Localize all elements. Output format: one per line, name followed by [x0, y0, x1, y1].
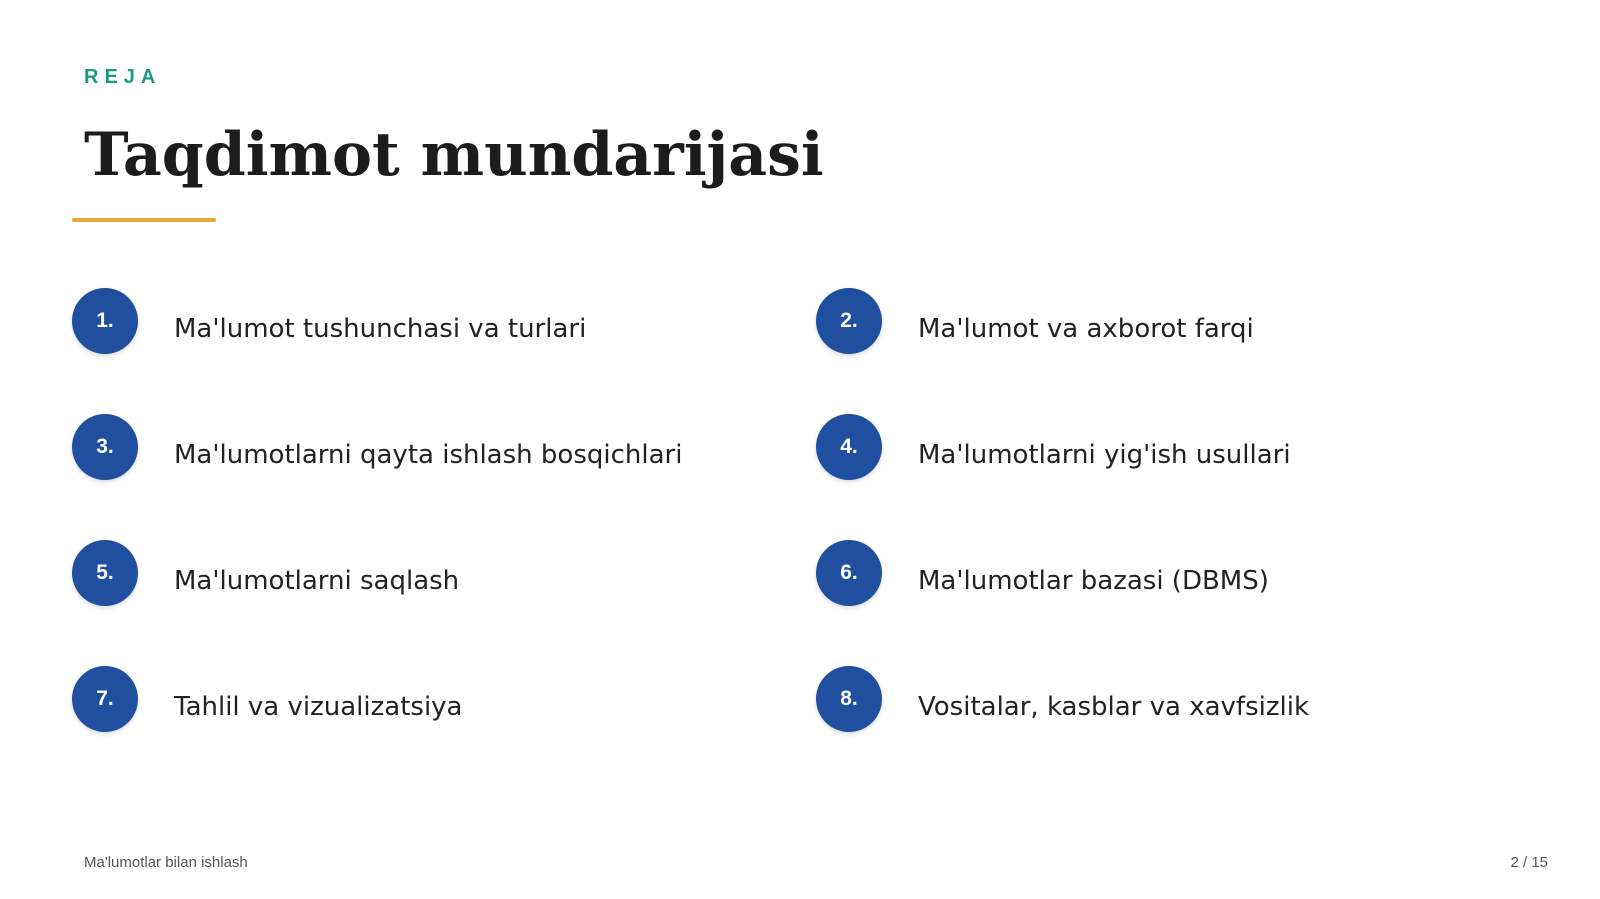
agenda-item-label: Vositalar, kasblar va xavfsizlik	[918, 692, 1310, 722]
number-badge: 5.	[72, 540, 138, 606]
agenda-item-label: Ma'lumotlarni qayta ishlash bosqichlari	[174, 440, 683, 470]
number-badge: 3.	[72, 414, 138, 480]
number-badge: 7.	[72, 666, 138, 732]
page-indicator: 2 / 15	[1510, 854, 1548, 871]
agenda-item-label: Tahlil va vizualizatsiya	[174, 692, 463, 722]
agenda-item-label: Ma'lumot va axborot farqi	[918, 314, 1254, 344]
agenda-item-label: Ma'lumotlar bazasi (DBMS)	[918, 566, 1269, 596]
title-underline	[72, 218, 216, 222]
number-badge: 1.	[72, 288, 138, 354]
number-badge: 4.	[816, 414, 882, 480]
number-badge: 2.	[816, 288, 882, 354]
section-eyebrow: REJA	[84, 66, 162, 88]
agenda-item	[816, 414, 1560, 540]
agenda-item-label: Ma'lumotlarni yig'ish usullari	[918, 440, 1291, 470]
slide-title: Taqdimot mundarijasi	[84, 120, 824, 190]
agenda-item	[72, 666, 816, 792]
agenda-item	[816, 288, 1560, 414]
agenda-item	[72, 540, 816, 666]
number-badge: 6.	[816, 540, 882, 606]
agenda-item-label: Ma'lumotlarni saqlash	[174, 566, 460, 596]
agenda-item-label: Ma'lumot tushunchasi va turlari	[174, 314, 587, 344]
agenda-item	[816, 666, 1560, 792]
agenda-list	[72, 288, 1572, 792]
number-badge: 8.	[816, 666, 882, 732]
agenda-item	[816, 540, 1560, 666]
agenda-item	[72, 414, 816, 540]
footer-presentation-title: Ma'lumotlar bilan ishlash	[84, 854, 248, 871]
agenda-item	[72, 288, 816, 414]
